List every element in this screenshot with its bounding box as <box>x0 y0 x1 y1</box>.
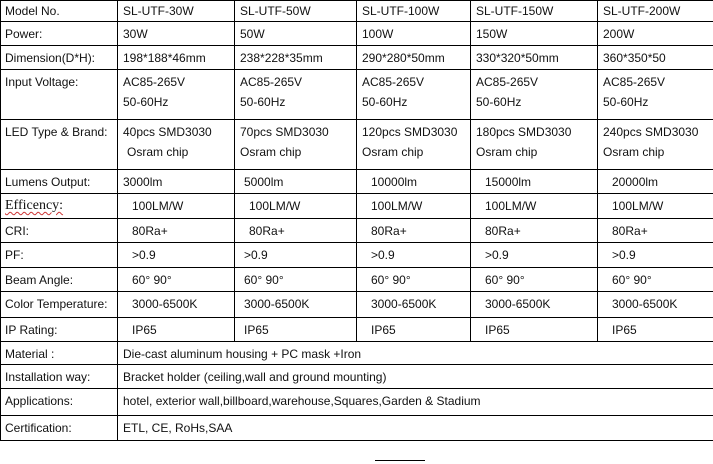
voltage-range: AC85-265V <box>362 75 425 89</box>
table-cell: 238*228*35mm <box>235 46 357 70</box>
table-row <box>1 292 713 318</box>
table-row <box>1 342 713 365</box>
row-label-input-voltage: Input Voltage: <box>1 70 118 120</box>
model-name: SL-UTF-30W <box>118 1 235 22</box>
table-cell <box>598 70 713 120</box>
led-count: 120pcs SMD3030 <box>362 125 458 139</box>
table-row <box>1 389 713 416</box>
table-cell: IP65 <box>598 318 713 342</box>
table-cell: 3000lm <box>118 170 235 194</box>
table-cell: IP65 <box>235 318 357 342</box>
table-cell: 3000-6500K <box>118 292 235 318</box>
table-row <box>1 365 713 389</box>
table-row <box>1 268 713 292</box>
row-label-dimension: Dimension(D*H): <box>1 46 118 70</box>
row-label-efficiency <box>1 194 118 219</box>
table-cell: 60° 90° <box>598 268 713 292</box>
model-name: SL-UTF-100W <box>357 1 471 22</box>
table-cell <box>118 120 235 170</box>
row-label-applications: Applications: <box>1 389 118 416</box>
table-cell: 100W <box>357 22 471 46</box>
led-chip-brand: Osram chip <box>127 145 189 159</box>
led-count: 180pcs SMD3030 <box>476 125 572 139</box>
table-cell-wide: ETL, CE, RoHs,SAA <box>118 416 713 441</box>
table-cell: 360*350*50 <box>598 46 713 70</box>
table-cell <box>598 120 713 170</box>
table-cell: 100LM/W <box>357 194 471 219</box>
table-cell: 3000-6500K <box>471 292 598 318</box>
model-name: SL-UTF-200W <box>598 1 713 22</box>
table-cell: >0.9 <box>357 243 471 268</box>
row-label-beam-angle: Beam Angle: <box>1 268 118 292</box>
table-cell: 100LM/W <box>235 194 357 219</box>
table-cell: >0.9 <box>598 243 713 268</box>
row-label-installation: Installation way: <box>1 365 118 389</box>
table-cell <box>357 70 471 120</box>
frequency-range: 50-60Hz <box>476 95 522 109</box>
table-cell: >0.9 <box>471 243 598 268</box>
voltage-range: AC85-265V <box>123 75 186 89</box>
table-cell: 330*320*50mm <box>471 46 598 70</box>
row-label-color-temperature: Color Temperature: <box>1 292 118 318</box>
led-chip-brand: Osram chip <box>362 145 424 159</box>
efficiency-label-text: Efficency: <box>5 198 64 213</box>
voltage-range: AC85-265V <box>476 75 539 89</box>
table-cell: 150W <box>471 22 598 46</box>
divider <box>375 460 425 461</box>
frequency-range: 50-60Hz <box>362 95 408 109</box>
model-name: SL-UTF-50W <box>235 1 357 22</box>
frequency-range: 50-60Hz <box>123 95 169 109</box>
table-cell: 20000lm <box>598 170 713 194</box>
table-cell: IP65 <box>357 318 471 342</box>
table-row <box>1 219 713 243</box>
table-cell: IP65 <box>471 318 598 342</box>
table-cell <box>235 120 357 170</box>
table-row <box>1 1 713 22</box>
table-cell: 50W <box>235 22 357 46</box>
table-row <box>1 170 713 194</box>
frequency-range: 50-60Hz <box>240 95 286 109</box>
table-cell: 3000-6500K <box>235 292 357 318</box>
row-label-pf: PF: <box>1 243 118 268</box>
table-cell: 30W <box>118 22 235 46</box>
table-cell: 100LM/W <box>598 194 713 219</box>
led-count: 40pcs SMD3030 <box>123 125 212 139</box>
table-cell: 60° 90° <box>357 268 471 292</box>
table-row <box>1 416 713 441</box>
table-row <box>1 46 713 70</box>
table-cell-wide: hotel, exterior wall,billboard,warehouse,Squares,Garden & Stadium <box>118 389 713 416</box>
row-label-model: Model No. <box>1 1 118 22</box>
table-cell <box>118 70 235 120</box>
table-cell: 80Ra+ <box>235 219 357 243</box>
row-label-led-type: LED Type & Brand: <box>1 120 118 170</box>
table-cell: 290*280*50mm <box>357 46 471 70</box>
model-name: SL-UTF-150W <box>471 1 598 22</box>
row-label-cri: CRI: <box>1 219 118 243</box>
table-cell: 60° 90° <box>118 268 235 292</box>
voltage-range: AC85-265V <box>603 75 666 89</box>
table-row <box>1 22 713 46</box>
table-cell-wide: Bracket holder (ceiling,wall and ground mounting) <box>118 365 713 389</box>
table-cell <box>471 120 598 170</box>
led-count: 240pcs SMD3030 <box>603 125 699 139</box>
table-cell: 100LM/W <box>118 194 235 219</box>
table-cell: IP65 <box>118 318 235 342</box>
led-count: 70pcs SMD3030 <box>240 125 329 139</box>
voltage-range: AC85-265V <box>240 75 303 89</box>
table-row <box>1 120 713 170</box>
table-cell <box>235 70 357 120</box>
table-cell-wide: Die-cast aluminum housing + PC mask +Iron <box>118 342 713 365</box>
table-cell: >0.9 <box>235 243 357 268</box>
table-cell: 80Ra+ <box>357 219 471 243</box>
led-chip-brand: Osram chip <box>603 145 665 159</box>
table-cell: 80Ra+ <box>598 219 713 243</box>
table-cell: 10000lm <box>357 170 471 194</box>
table-cell: 15000lm <box>471 170 598 194</box>
row-label-ip-rating: IP Rating: <box>1 318 118 342</box>
table-cell: 80Ra+ <box>471 219 598 243</box>
row-label-material: Material : <box>1 342 118 365</box>
row-label-certification: Certification: <box>1 416 118 441</box>
frequency-range: 50-60Hz <box>603 95 649 109</box>
table-row <box>1 70 713 120</box>
table-cell <box>357 120 471 170</box>
table-cell: 5000lm <box>235 170 357 194</box>
table-cell: 60° 90° <box>235 268 357 292</box>
table-row <box>1 243 713 268</box>
table-cell: 100LM/W <box>471 194 598 219</box>
row-label-power: Power: <box>1 22 118 46</box>
led-chip-brand: Osram chip <box>476 145 538 159</box>
table-cell: 80Ra+ <box>118 219 235 243</box>
row-label-lumens: Lumens Output: <box>1 170 118 194</box>
table-cell: >0.9 <box>118 243 235 268</box>
table-cell: 198*188*46mm <box>118 46 235 70</box>
table-row <box>1 194 713 219</box>
table-cell: 3000-6500K <box>357 292 471 318</box>
led-chip-brand: Osram chip <box>240 145 302 159</box>
table-cell: 200W <box>598 22 713 46</box>
table-cell <box>471 70 598 120</box>
table-cell: 60° 90° <box>471 268 598 292</box>
table-row <box>1 318 713 342</box>
table-cell: 3000-6500K <box>598 292 713 318</box>
